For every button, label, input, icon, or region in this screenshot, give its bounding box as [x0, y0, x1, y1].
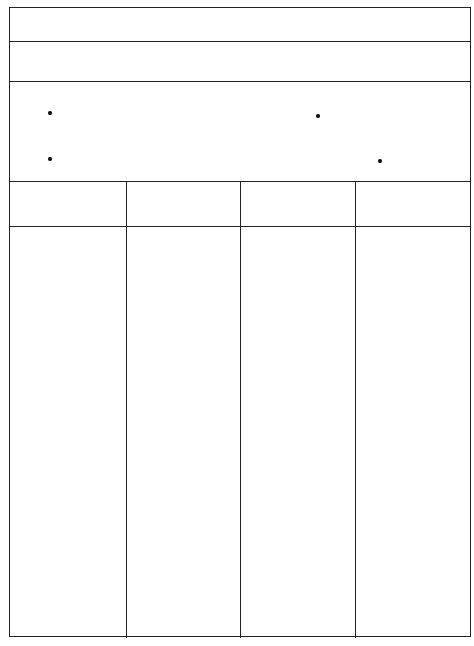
legend-item-inerte	[48, 111, 59, 115]
header-designation	[10, 182, 126, 227]
legend-item-inflammable	[48, 157, 59, 161]
column-divider	[126, 182, 127, 638]
legend-item-toxique	[316, 114, 327, 118]
header-ancienne	[240, 182, 355, 227]
bullet-icon	[316, 114, 320, 118]
legend-swatch-oxydant	[262, 154, 306, 172]
color-legend	[10, 82, 470, 182]
bullet-icon	[378, 159, 382, 163]
legend-swatch-inflammable	[180, 154, 224, 172]
page-title	[10, 8, 470, 42]
bullet-icon	[48, 111, 52, 115]
bullet-icon	[48, 157, 52, 161]
norm-subtitle	[10, 42, 470, 82]
legend-swatch-inerte	[180, 108, 224, 126]
column-divider	[355, 182, 356, 638]
column-divider	[240, 182, 241, 638]
identification-sheet	[9, 7, 471, 637]
legend-swatch-toxique	[266, 108, 310, 126]
header-nouvelle	[355, 182, 470, 227]
legend-item-oxydant	[378, 159, 389, 163]
header-couleur	[126, 182, 240, 227]
